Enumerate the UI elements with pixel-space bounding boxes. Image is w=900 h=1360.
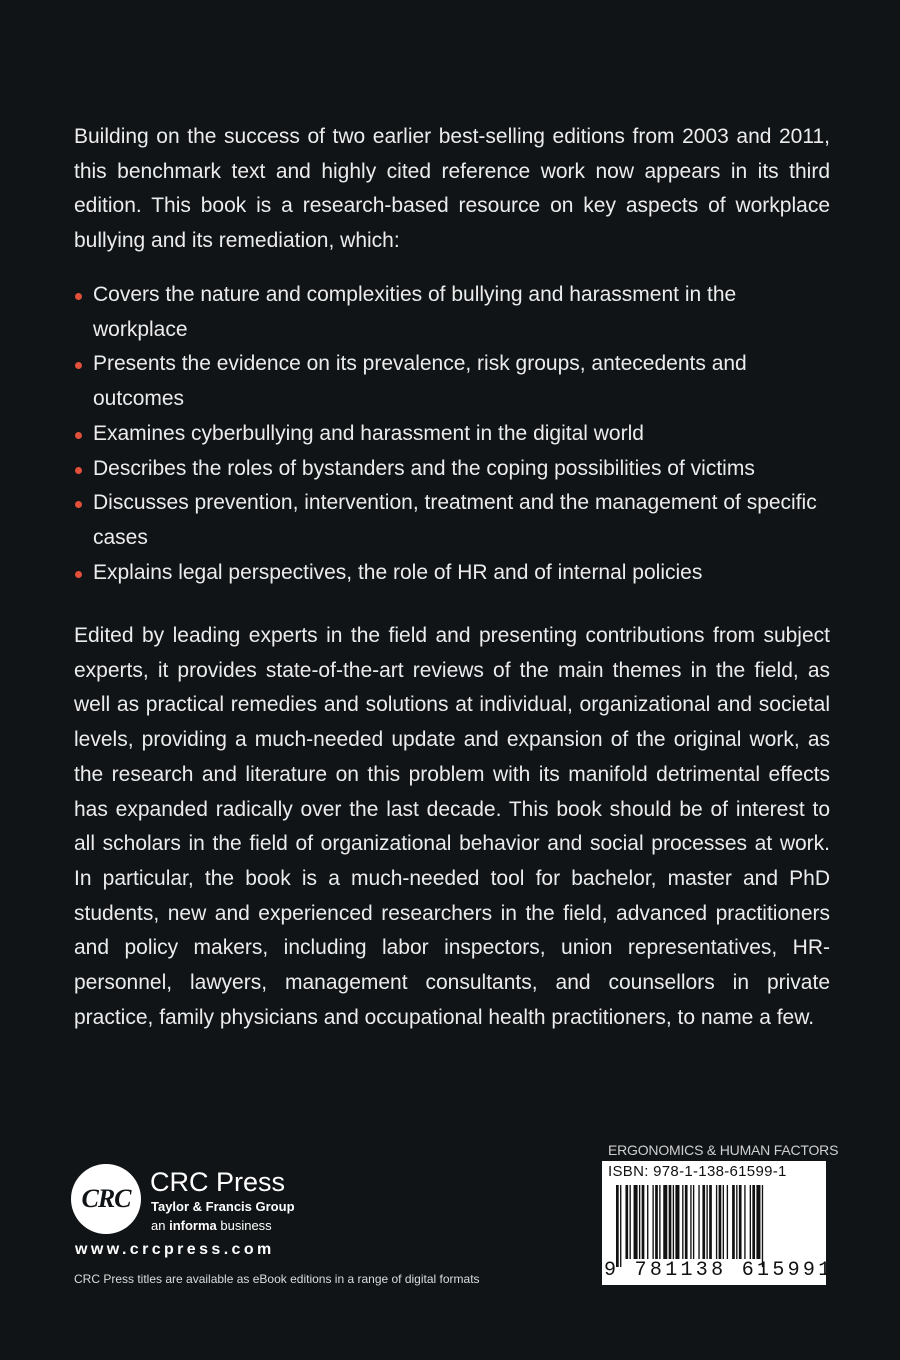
main-paragraph: Edited by leading experts in the field and presenting contributions from subject experts, it provides state-of-the-art reviews of the main themes in the field, as well as practical remedies and solutions at individual, organizational and societal levels, providing a much-needed update and expansion of the original work, as the research and literature on this problem with its manifold detrimental effects has expanded radically over the last decade. This book should be of interest to all scholars in the field of organizational behavior and social processes at work. In particular, the book is a much-needed tool for bachelor, master and PhD students, new and experienced researchers in the field, advanced practitioners and policy makers, including labor inspectors, union representatives, HR-personnel, lawyers, management consultants, and counsellors in private practice, family physicians and occupational health practitioners, to name a few.	[74, 624, 830, 1029]
barcode-bar	[752, 1185, 755, 1259]
barcode-bar	[682, 1185, 683, 1259]
barcode-bar	[630, 1185, 631, 1259]
barcode-bar	[723, 1185, 724, 1259]
barcode-bar	[709, 1185, 712, 1259]
barcode-bar	[750, 1185, 751, 1259]
feature-list	[74, 278, 830, 590]
list-item: Covers the nature and complexities of bullying and harassment in the workplace	[74, 278, 830, 347]
intro-paragraph: Building on the success of two earlier best-selling editions from 2003 and 2011, this benchmark text and highly cited reference work now appears in its third edition. This book is a research-based resource on key aspects of workplace bullying and its remediation, which:	[74, 125, 830, 253]
barcode-bar	[685, 1185, 688, 1259]
list-item: Describes the roles of bystanders and the coping possibilities of victims	[74, 452, 830, 487]
barcode-bar	[739, 1185, 742, 1259]
crc-logo-text: CRC	[81, 1184, 131, 1213]
barcode-bar	[647, 1185, 648, 1259]
barcode-bar	[616, 1185, 619, 1267]
barcode-bar	[716, 1185, 717, 1259]
ebook-note: CRC Press titles are available as eBook editions in a range of digital formats	[74, 1272, 480, 1286]
barcode-bar	[655, 1185, 658, 1259]
barcode-bar	[669, 1185, 672, 1259]
subject-category: ERGONOMICS & HUMAN FACTORS	[608, 1142, 839, 1158]
barcode-bar	[706, 1185, 707, 1259]
tagline-brand: informa	[169, 1218, 217, 1233]
barcode-bar	[719, 1185, 722, 1259]
tagline-prefix: an	[151, 1218, 170, 1233]
publisher-tagline	[151, 1218, 272, 1234]
barcode-bar	[639, 1185, 640, 1259]
barcode-bar	[736, 1185, 737, 1259]
crc-logo	[71, 1164, 141, 1234]
publisher-name: CRC Press	[150, 1167, 286, 1197]
barcode-bar	[698, 1185, 699, 1259]
barcode-bar	[732, 1185, 735, 1259]
barcode-bar	[659, 1185, 660, 1259]
isbn-label: ISBN: 978-1-138-61599-1	[608, 1163, 787, 1180]
tagline-suffix: business	[216, 1218, 272, 1233]
list-item: Explains legal perspectives, the role of HR and of internal policies	[74, 556, 830, 591]
barcode-bar	[756, 1185, 760, 1259]
barcode-bar	[673, 1185, 674, 1259]
barcode-bar	[762, 1185, 763, 1267]
publisher-url: www.crcpress.com	[75, 1241, 275, 1258]
barcode-bar	[693, 1185, 694, 1259]
barcode-bar	[663, 1185, 667, 1259]
barcode-bar	[625, 1185, 628, 1259]
barcode-bar	[690, 1185, 691, 1259]
barcode-bar	[642, 1185, 645, 1259]
list-item: Presents the evidence on its prevalence, risk groups, antecedents and outcomes	[74, 347, 830, 416]
barcode-bar	[727, 1185, 728, 1259]
barcode-digits: 9 781138 615991	[604, 1259, 834, 1282]
barcode-bar	[620, 1185, 621, 1267]
barcode-bar	[744, 1185, 745, 1259]
barcode-bar	[702, 1185, 705, 1259]
barcode-bar	[652, 1185, 653, 1259]
publisher-group: Taylor & Francis Group	[151, 1199, 295, 1214]
barcode-bar	[634, 1185, 638, 1259]
list-item: Examines cyberbullying and harassment in the digital world	[74, 417, 830, 452]
barcode-bar	[675, 1185, 679, 1259]
isbn-barcode-box	[602, 1161, 834, 1285]
list-item: Discusses prevention, intervention, treatment and the management of specific cases	[74, 486, 830, 555]
